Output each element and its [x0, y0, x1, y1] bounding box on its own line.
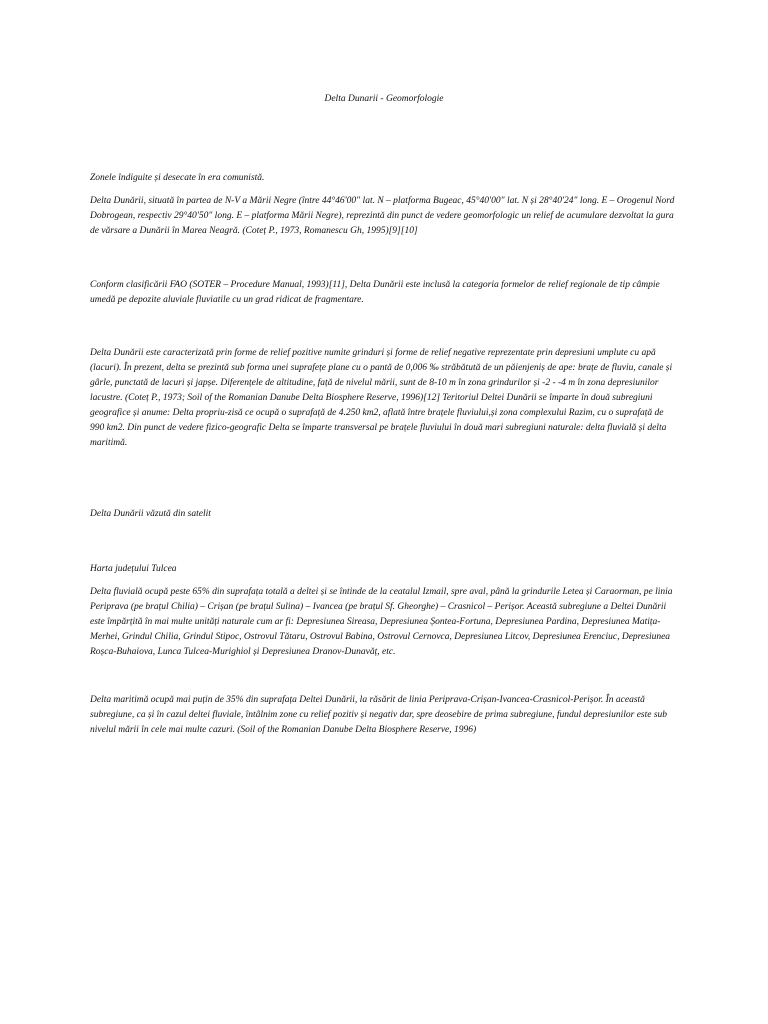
paragraph-maritime-delta: Delta maritimă ocupă mai puțin de 35% din suprafața Deltei Dunării, la răsărit de linia Periprava-Crișan-Ivancea-Crasnicol-Perișor. În această subregiune, ca și în cazul deltei fluviale, întâlnim zone cu relief pozitiv și negativ dar, spre deosebire de prima subregiune, fundul depresiunilor este sub nivelul mării în cele mai multe cazuri. (Soil of the Romanian Danube Delta Biosphere Reserve, 1996) — [90, 695, 668, 735]
paragraph-embanked-zones: Zonele îndiguite și desecate în era comunistă. — [90, 173, 265, 183]
paragraph-fluvial-delta: Delta fluvială ocupă peste 65% din suprafața totală a deltei și se întinde de la ceatalul Izmail, spre aval, până la grindurile Letea și Caraorman, pe linia Periprava (pe brațul Chilia) – Crișan (pe brațul Sulina) – Ivancea (pe brațul Sf. Gheorghe) – Crasnicol – Perișor. Această subregiune a Deltei Dunării este împărțită în mai multe unități naturale cum ar fi: Depresiunea Sireasa, Depresiunea Șontea-Fortuna, Depresiunea Pardina, Depresiunea Matița-Merhei, Grindul Chilia, Grindul Stipoc, Ostrovul Tătaru, Ostrovul Babina, Ostrovul Cernovca, Depresiunea Litcov, Depresiunea Erenciuc, Depresiunea Roșca-Buhaiova, Lunca Tulcea-Murighiol și Depresiunea Dranov-Dunavăț, etc. — [90, 587, 673, 657]
paragraph-map-caption: Harta județului Tulcea — [90, 564, 177, 574]
paragraph-fao-classification: Conform clasificării FAO (SOTER – Procedure Manual, 1993)[11], Delta Dunării este inclusă la categoria formelor de relief regionale de tip câmpie umedă pe depozite aluviale fluviatile cu un grad ridicat de fragmentare. — [90, 280, 660, 305]
paragraph-satellite-caption: Delta Dunării văzută din satelit — [90, 509, 211, 519]
document-title: Delta Dunarii - Geomorfologie — [324, 94, 444, 104]
paragraph-relief-forms: Delta Dunării este caracterizată prin forme de relief pozitive numite grinduri și forme de relief negative reprezentate prin depresiuni umplute cu apă (lacuri). În prezent, delta se prezintă sub forma unei suprafețe plane cu o pantă de 0,006 ‰ străbătută de un păienjeniș de ape: brațe de fluviu, canale și gârle, punctată de lacuri și japșe. Diferențele de altitudine, față de nivelul mării, sunt de 8-10 m în zona grindurilor și -2 - -4 m în zona depresiunilor lacustre. (Coteț P., 1973; Soil of the Romanian Danube Delta Biosphere Reserve, 1996)[12] Teritoriul Deltei Dunării se împarte în două subregiuni geografice și anume: Delta propriu-zisă ce ocupă o suprafață de 4.250 km2, aflată între brațele fluviului,și zona complexului Razim, cu o suprafață de 990 km2. Din punct de vedere fizico-geografic Delta se împarte transversal pe brațele fluviului în două mari subregiuni naturale: delta fluvială și delta maritimă. — [90, 348, 673, 448]
paragraph-location: Delta Dunării, situată în partea de N-V a Mării Negre (între 44°46'00" lat. N – platforma Bugeac, 45°40'00" lat. N și 28°40'24" long. E – Orogenul Nord Dobrogean, respectiv 29°40'50" long. E – platforma Mării Negre), reprezintă din punct de vedere geomorfologic un relief de acumulare dezvoltat la gura de vărsare a Dunării în Marea Neagră. (Coteț P., 1973, Romanescu Gh, 1995)[9][10] — [90, 196, 675, 236]
